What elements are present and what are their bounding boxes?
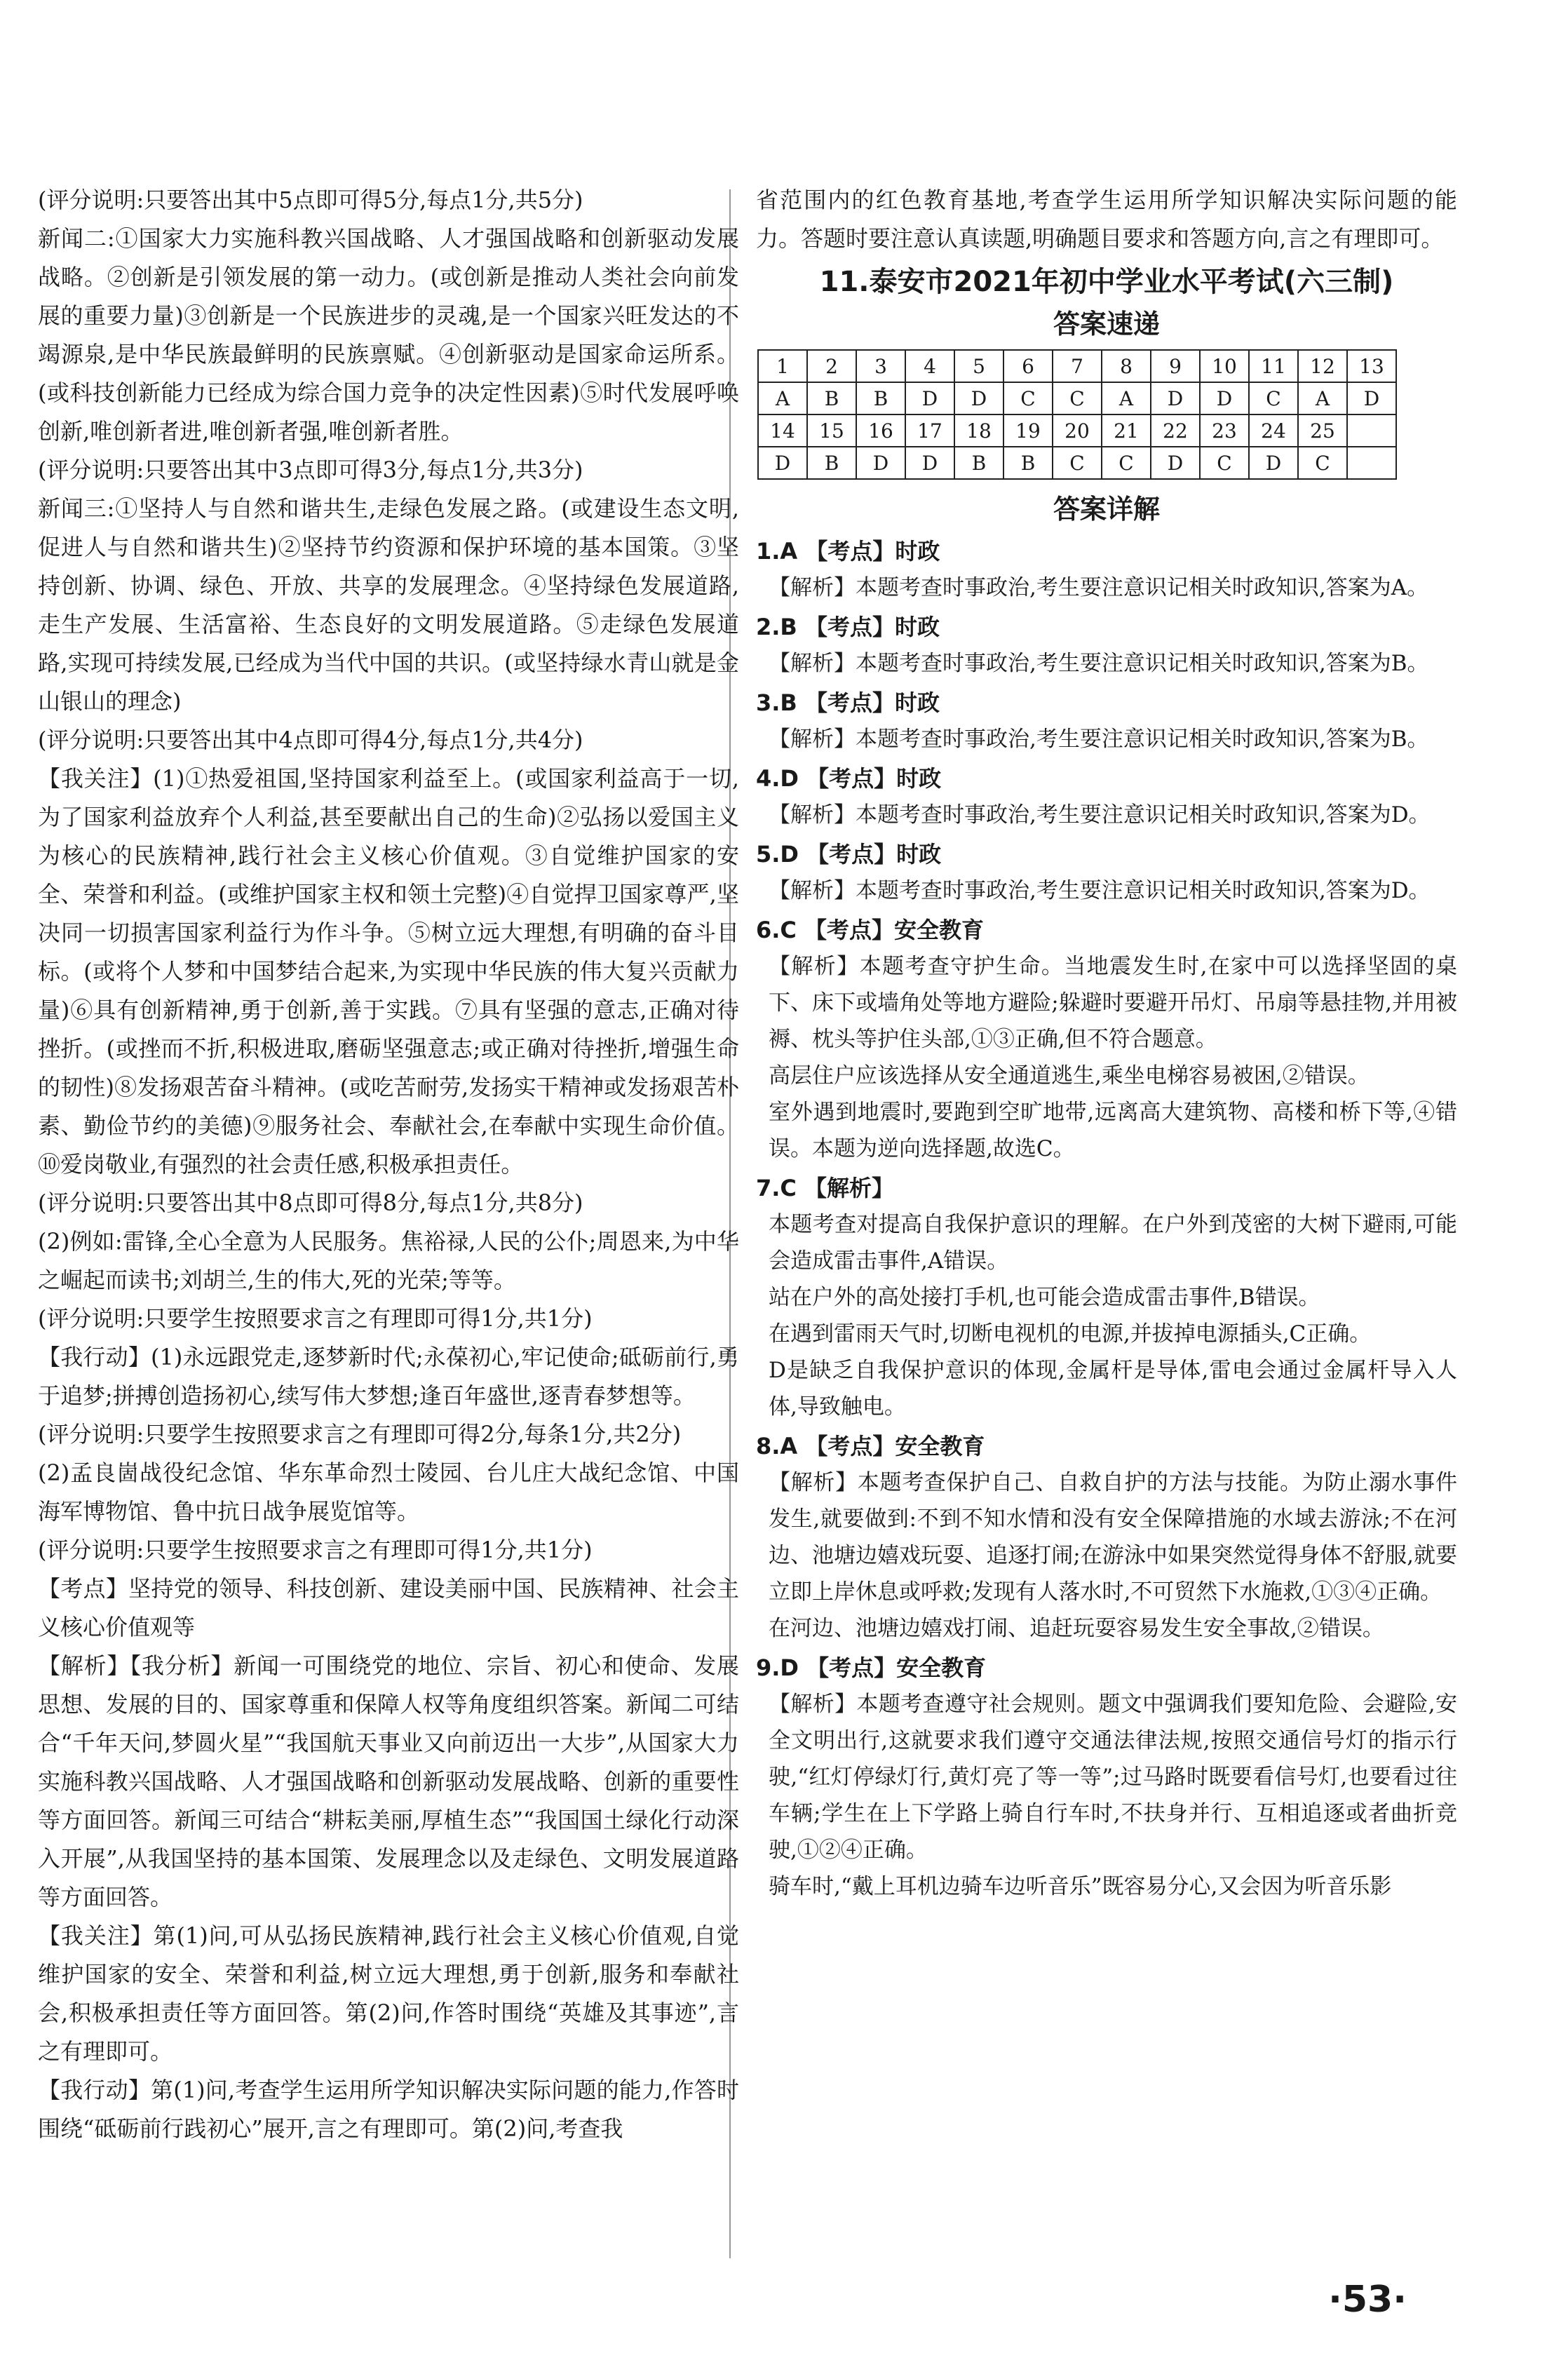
answer-heading: 6.C 【考点】安全教育 <box>756 917 985 943</box>
answer-heading: 9.D 【考点】安全教育 <box>756 1654 987 1681</box>
left-paragraph: (2)孟良崮战役纪念馆、华东革命烈士陵园、台儿庄大战纪念馆、中国海军博物馆、鲁中抗日战争展览馆等。 <box>38 1459 739 1525</box>
answer-table-cell: D <box>1249 447 1298 479</box>
left-paragraph: (评分说明:只要答出其中8点即可得8分,每点1分,共8分) <box>38 1189 583 1216</box>
answer-heading: 4.D 【考点】时政 <box>756 765 942 792</box>
answer-heading: 1.A 【考点】时政 <box>756 538 940 565</box>
answer-explanation: 在河边、池塘边嬉戏打闹、追赶玩耍容易发生安全事故,②错误。 <box>769 1616 1384 1641</box>
answer-table-cell: C <box>1102 447 1151 479</box>
left-paragraph: 新闻二:①国家大力实施科教兴国战略、人才强国战略和创新驱动发展战略。②创新是引领发展的第一动力。(或创新是推动人类社会向前发展的重要力量)③创新是一个民族进步的灵魂,是一个国家兴旺发达的不竭源泉,是中华民族最鲜明的民族禀赋。④创新驱动是国家命运所系。(或科技创新能力已经成为综合国力竞争的决定性因素)⑤时代发展呼唤创新,唯创新者进,唯创新者强,唯创新者胜。 <box>38 225 739 445</box>
right-intro-paragraph: 省范围内的红色教育基地,考查学生运用所学知识解决实际问题的能力。答题时要注意认真读题,明确题目要求和答题方向,言之有理即可。 <box>756 187 1457 252</box>
answer-table-row <box>758 350 1396 382</box>
answer-table-cell: D <box>905 382 954 414</box>
left-paragraph: (评分说明:只要学生按照要求言之有理即可得1分,共1分) <box>38 1537 593 1563</box>
answer-table-cell: 13 <box>1347 350 1396 382</box>
section-title: 11.泰安市2021年初中学业水平考试(六三制) <box>819 266 1394 298</box>
answer-explanation: 【解析】本题考查时事政治,考生要注意识记相关时政知识,答案为A。 <box>769 575 1429 600</box>
answer-heading: 3.B 【考点】时政 <box>756 689 940 716</box>
left-paragraph: 【我关注】(1)①热爱祖国,坚持国家利益至上。(或国家利益高于一切,为了国家利益放弃个人利益,甚至要献出自己的生命)②弘扬以爱国主义为核心的民族精神,践行社会主义核心价值观。③自觉维护国家的安全、荣誉和利益。(或维护国家主权和领土完整)④自觉捍卫国家尊严,坚决同一切损害国家利益行为作斗争。⑤树立远大理想,有明确的奋斗目标。(或将个人梦和中国梦结合起来,为实现中华民族的伟大复兴贡献力量)⑥具有创新精神,勇于创新,善于实践。⑦具有坚强的意志,正确对待挫折。(或挫而不折,积极进取,磨砺坚强意志;或正确对待挫折,增强生命的韧性)⑧发扬艰苦奋斗精神。(或吃苦耐劳,发扬实干精神或发扬艰苦朴素、勤俭节约的美德)⑨服务社会、奉献社会,在奉献中实现生命价值。⑩爱岗敬业,有强烈的社会责任感,积极承担责任。 <box>38 765 739 1178</box>
answer-table-cell: 19 <box>1003 414 1053 447</box>
answer-heading: 5.D 【考点】时政 <box>756 841 942 868</box>
left-paragraph: (评分说明:只要学生按照要求言之有理即可得2分,每条1分,共2分) <box>38 1421 682 1448</box>
answer-table-cell: 5 <box>954 350 1003 382</box>
answer-explanation: 【解析】本题考查时事政治,考生要注意识记相关时政知识,答案为B。 <box>769 651 1429 676</box>
answer-table-cell: 15 <box>807 414 856 447</box>
answer-table-cell: 17 <box>905 414 954 447</box>
answer-table-cell: 24 <box>1249 414 1298 447</box>
answer-table-cell: B <box>954 447 1003 479</box>
page-number: ·53· <box>1328 2279 1407 2321</box>
answer-table-cell: 16 <box>856 414 905 447</box>
answer-table-cell: 3 <box>856 350 905 382</box>
answer-table-cell: 10 <box>1200 350 1249 382</box>
answer-table-cell: 7 <box>1053 350 1102 382</box>
answer-table-cell: D <box>1151 382 1200 414</box>
left-paragraph: 【考点】坚持党的领导、科技创新、建设美丽中国、民族精神、社会主义核心价值观等 <box>38 1575 739 1640</box>
answer-table-cell: 9 <box>1151 350 1200 382</box>
answer-table-cell: B <box>807 382 856 414</box>
answer-explanation: 高层住户应该选择从安全通道逃生,乘坐电梯容易被困,②错误。 <box>769 1063 1370 1088</box>
answer-heading: 7.C 【解析】 <box>756 1175 895 1201</box>
answer-table-cell: 22 <box>1151 414 1200 447</box>
answer-table-cell: A <box>1298 382 1347 414</box>
answer-table-cell: 6 <box>1003 350 1053 382</box>
answer-table-cell <box>1347 447 1396 479</box>
left-paragraph: 【解析】【我分析】新闻一可围绕党的地位、宗旨、初心和使命、发展思想、发展的目的、国家尊重和保障人权等角度组织答案。新闻二可结合“千年天问,梦圆火星”“我国航天事业又向前迈出一大步”,从国家大力实施科教兴国战略、人才强国战略和创新驱动发展战略、创新的重要性等方面回答。新闻三可结合“耕耘美丽,厚植生态”“我国国土绿化行动深入开展”,从我国坚持的基本国策、发展理念以及走绿色、文明发展道路等方面回答。 <box>38 1652 739 1910</box>
answer-explanation: D是缺乏自我保护意识的体现,金属杆是导体,雷电会通过金属杆导入人体,导致触电。 <box>769 1358 1457 1420</box>
answer-table-cell: C <box>1298 447 1347 479</box>
right-column <box>756 181 1457 1905</box>
answer-heading: 2.B 【考点】时政 <box>756 614 940 640</box>
answer-table-cell: D <box>905 447 954 479</box>
answer-table-cell: 2 <box>807 350 856 382</box>
left-paragraph: 【我关注】第(1)问,可从弘扬民族精神,践行社会主义核心价值观,自觉维护国家的安全、荣誉和利益,树立远大理想,勇于创新,服务和奉献社会,积极承担责任等方面回答。第(2)问,作答时围绕“英雄及其事迹”,言之有理即可。 <box>38 1922 739 2065</box>
left-paragraph: (评分说明:只要答出其中3点即可得3分,每点1分,共3分) <box>38 457 583 483</box>
answer-table-cell: 23 <box>1200 414 1249 447</box>
answer-explanation: 室外遇到地震时,要跑到空旷地带,远离高大建筑物、高楼和桥下等,④错误。本题为逆向选择题,故选C。 <box>769 1100 1457 1161</box>
answer-table-cell: 18 <box>954 414 1003 447</box>
answer-table-row <box>758 414 1396 447</box>
left-column <box>38 181 739 2148</box>
answer-explanation: 【解析】本题考查时事政治,考生要注意识记相关时政知识,答案为B。 <box>769 727 1429 752</box>
answer-heading: 8.A 【考点】安全教育 <box>756 1433 985 1459</box>
answer-table-cell: C <box>1003 382 1053 414</box>
answer-table-cell: D <box>856 447 905 479</box>
details-title: 答案详解 <box>1053 494 1160 525</box>
left-paragraph: 【我行动】第(1)问,考查学生运用所学知识解决实际问题的能力,作答时围绕“砥砺前行践初心”展开,言之有理即可。第(2)问,考查我 <box>38 2077 739 2142</box>
left-paragraph: 新闻三:①坚持人与自然和谐共生,走绿色发展之路。(或建设生态文明,促进人与自然和谐共生)②坚持节约资源和保护环境的基本国策。③坚持创新、协调、绿色、开放、共享的发展理念。④坚持绿色发展道路,走生产发展、生活富裕、生态良好的文明发展道路。⑤走绿色发展道路,实现可持续发展,已经成为当代中国的共识。(或坚持绿水青山就是金山银山的理念) <box>38 495 739 715</box>
answer-table-cell: D <box>1200 382 1249 414</box>
answer-table-cell: A <box>1102 382 1151 414</box>
answer-explanation: 本题考查对提高自我保护意识的理解。在户外到茂密的大树下避雨,可能会造成雷击事件,A错误。 <box>769 1212 1457 1274</box>
answer-table-cell: 11 <box>1249 350 1298 382</box>
answer-explanation: 【解析】本题考查保护自己、自救自护的方法与技能。为防止溺水事件发生,就要做到:不到不知水情和没有安全保障措施的水域去游泳;不在河边、池塘边嬉戏玩耍、追逐打闹;在游泳中如果突然觉得身体不舒服,就要立即上岸休息或呼救;发现有人落水时,不可贸然下水施救,①③④正确。 <box>769 1470 1457 1605</box>
answer-table <box>757 349 1397 480</box>
answer-table-row <box>758 447 1396 479</box>
answer-explanation: 骑车时,“戴上耳机边骑车边听音乐”既容易分心,又会因为听音乐影 <box>769 1874 1392 1899</box>
answer-table-cell: D <box>1151 447 1200 479</box>
answer-details <box>756 533 1457 1905</box>
answer-explanation: 【解析】本题考查时事政治,考生要注意识记相关时政知识,答案为D。 <box>769 878 1431 903</box>
answer-table-cell: 25 <box>1298 414 1347 447</box>
answer-table-cell: 4 <box>905 350 954 382</box>
answer-explanation: 【解析】本题考查遵守社会规则。题文中强调我们要知危险、会避险,安全文明出行,这就要求我们遵守交通法律法规,按照交通信号灯的指示行驶,“红灯停绿灯行,黄灯亮了等一等”;过马路时既要看信号灯,也要看过往车辆;学生在上下学路上骑自行车时,不扶身并行、互相追逐或者曲折竞驶,①②④正确。 <box>769 1692 1457 1863</box>
answer-table-cell: D <box>954 382 1003 414</box>
answer-table-cell: D <box>1347 382 1396 414</box>
answer-table-cell: B <box>1003 447 1053 479</box>
answer-table-cell <box>1347 414 1396 447</box>
answer-table-cell: 14 <box>758 414 807 447</box>
answer-table-cell: D <box>758 447 807 479</box>
answer-table-cell: 8 <box>1102 350 1151 382</box>
left-paragraph: (评分说明:只要学生按照要求言之有理即可得1分,共1分) <box>38 1305 593 1332</box>
quick-answers-title: 答案速递 <box>1053 309 1160 339</box>
answer-explanation: 在遇到雷雨天气时,切断电视机的电源,并拔掉电源插头,C正确。 <box>769 1321 1372 1347</box>
answer-table-cell: C <box>1053 382 1102 414</box>
answer-table-cell: 1 <box>758 350 807 382</box>
answer-table-cell: 12 <box>1298 350 1347 382</box>
left-paragraph: (2)例如:雷锋,全心全意为人民服务。焦裕禄,人民的公仆;周恩来,为中华之崛起而读书;刘胡兰,生的伟大,死的光荣;等等。 <box>38 1228 739 1293</box>
answer-table-cell: C <box>1053 447 1102 479</box>
answer-table-cell: B <box>807 447 856 479</box>
answer-table-cell: C <box>1200 447 1249 479</box>
answer-table-cell: A <box>758 382 807 414</box>
answer-table-cell: C <box>1249 382 1298 414</box>
answer-table-cell: 20 <box>1053 414 1102 447</box>
left-paragraph: (评分说明:只要答出其中4点即可得4分,每点1分,共4分) <box>38 727 583 753</box>
answer-table-cell: 21 <box>1102 414 1151 447</box>
left-paragraph: (评分说明:只要答出其中5点即可得5分,每点1分,共5分) <box>38 187 583 213</box>
answer-table-row <box>758 382 1396 414</box>
left-paragraph: 【我行动】(1)永远跟党走,逐梦新时代;永葆初心,牢记使命;砥砺前行,勇于追梦;拼搏创造扬初心,续写伟大梦想;逢百年盛世,逐青春梦想等。 <box>38 1344 739 1409</box>
answer-explanation: 【解析】本题考查时事政治,考生要注意识记相关时政知识,答案为D。 <box>769 802 1431 828</box>
answer-explanation: 【解析】本题考查守护生命。当地震发生时,在家中可以选择坚固的桌下、床下或墙角处等地方避险;躲避时要避开吊灯、吊扇等悬挂物,并用被褥、枕头等护住头部,①③正确,但不符合题意。 <box>769 954 1457 1052</box>
answer-table-cell: B <box>856 382 905 414</box>
answer-explanation: 站在户外的高处接打手机,也可能会造成雷击事件,B错误。 <box>769 1285 1320 1310</box>
